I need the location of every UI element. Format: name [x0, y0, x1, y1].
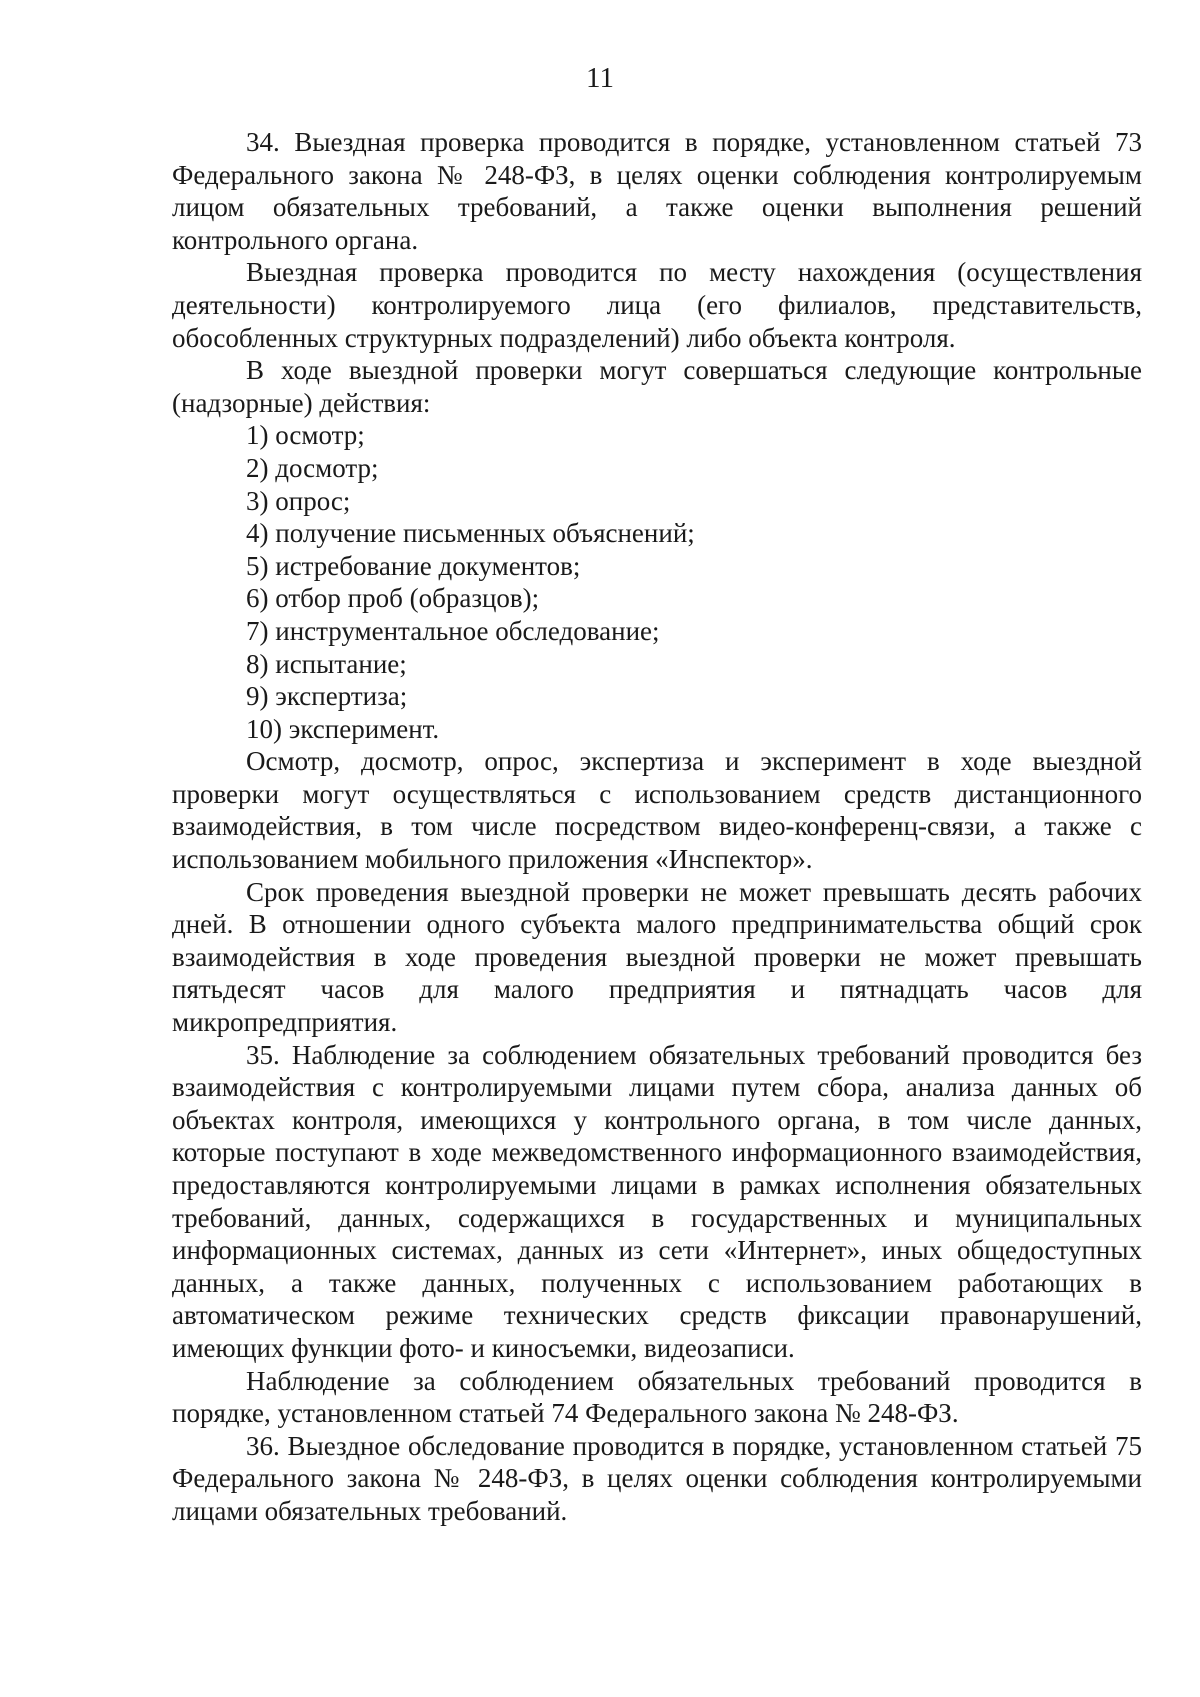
paragraph-34-intro: 34. Выездная проверка проводится в порядке, установленном статьей 73 Федерального закона № 248-ФЗ, в целях оценки соблюдения контролируемым лицом обязательных требований, а также оценки выполнения решений контрольного органа. — [172, 127, 1142, 255]
list-item: 8) испытание; — [246, 648, 407, 679]
list-item: 2) досмотр; — [246, 452, 379, 483]
list-item: 1) осмотр; — [246, 420, 365, 451]
list-item: 3) опрос; — [246, 485, 351, 516]
page-number: 11 — [586, 62, 614, 94]
list-item: 10) эксперимент. — [246, 713, 440, 744]
paragraph-34-actions-intro: В ходе выездной проверки могут совершаться следующие контрольные (надзорные) действия: — [172, 355, 1142, 418]
paragraph-35-procedure: Наблюдение за соблюдением обязательных требований проводится в порядке, установленном статьей 74 Федерального закона № 248-ФЗ. — [172, 1365, 1142, 1429]
actions-list — [172, 419, 1142, 745]
paragraph-34-term: Срок проведения выездной проверки не может превышать десять рабочих дней. В отношении одного субъекта малого предпринимательства общий срок взаимодействия в ходе проведения выездной проверки не может превышать пятьдесят часов для малого предприятия и пятнадцать часов для микропредприятия. — [172, 876, 1142, 1038]
paragraph-34-location: Выездная проверка проводится по месту нахождения (осуществления деятельности) контролируемого лица (его филиалов, представительств, обособленных структурных подразделений) либо объекта контроля. — [172, 257, 1142, 353]
paragraph-34-remote: Осмотр, досмотр, опрос, экспертиза и эксперимент в ходе выездной проверки могут осуществляться с использованием средств дистанционного взаимодействия, в том числе посредством видео-конференц-связи, а также с использованием мобильного приложения «Инспектор». — [172, 746, 1142, 875]
document-body — [172, 126, 1142, 1528]
paragraph-36-field-survey: 36. Выездное обследование проводится в порядке, установленном статьей 75 Федерального закона № 248-ФЗ, в целях оценки соблюдения контролируемыми лицами обязательных требований. — [172, 1430, 1142, 1526]
list-item: 5) истребование документов; — [246, 550, 581, 581]
paragraph-35-observation: 35. Наблюдение за соблюдением обязательных требований проводится без взаимодействия с контролируемыми лицами путем сбора, анализа данных об объектах контроля, имеющихся у контрольного органа, в том числе данных, которые поступают в ходе межведомственного информационного взаимодействия, предоставляются контролируемыми лицами в рамках исполнения обязательных требований, данных, содержащихся в государственных и муниципальных информационных системах, данных из сети «Интернет», иных общедоступных данных, а также данных, полученных с использованием работающих в автоматическом режиме технических средств фиксации правонарушений, имеющих функции фото- и киносъемки, видеозаписи. — [172, 1039, 1142, 1363]
list-item: 4) получение письменных объяснений; — [246, 518, 695, 549]
list-item: 6) отбор проб (образцов); — [246, 583, 540, 614]
list-item: 9) экспертиза; — [246, 681, 408, 712]
list-item: 7) инструментальное обследование; — [246, 615, 660, 646]
